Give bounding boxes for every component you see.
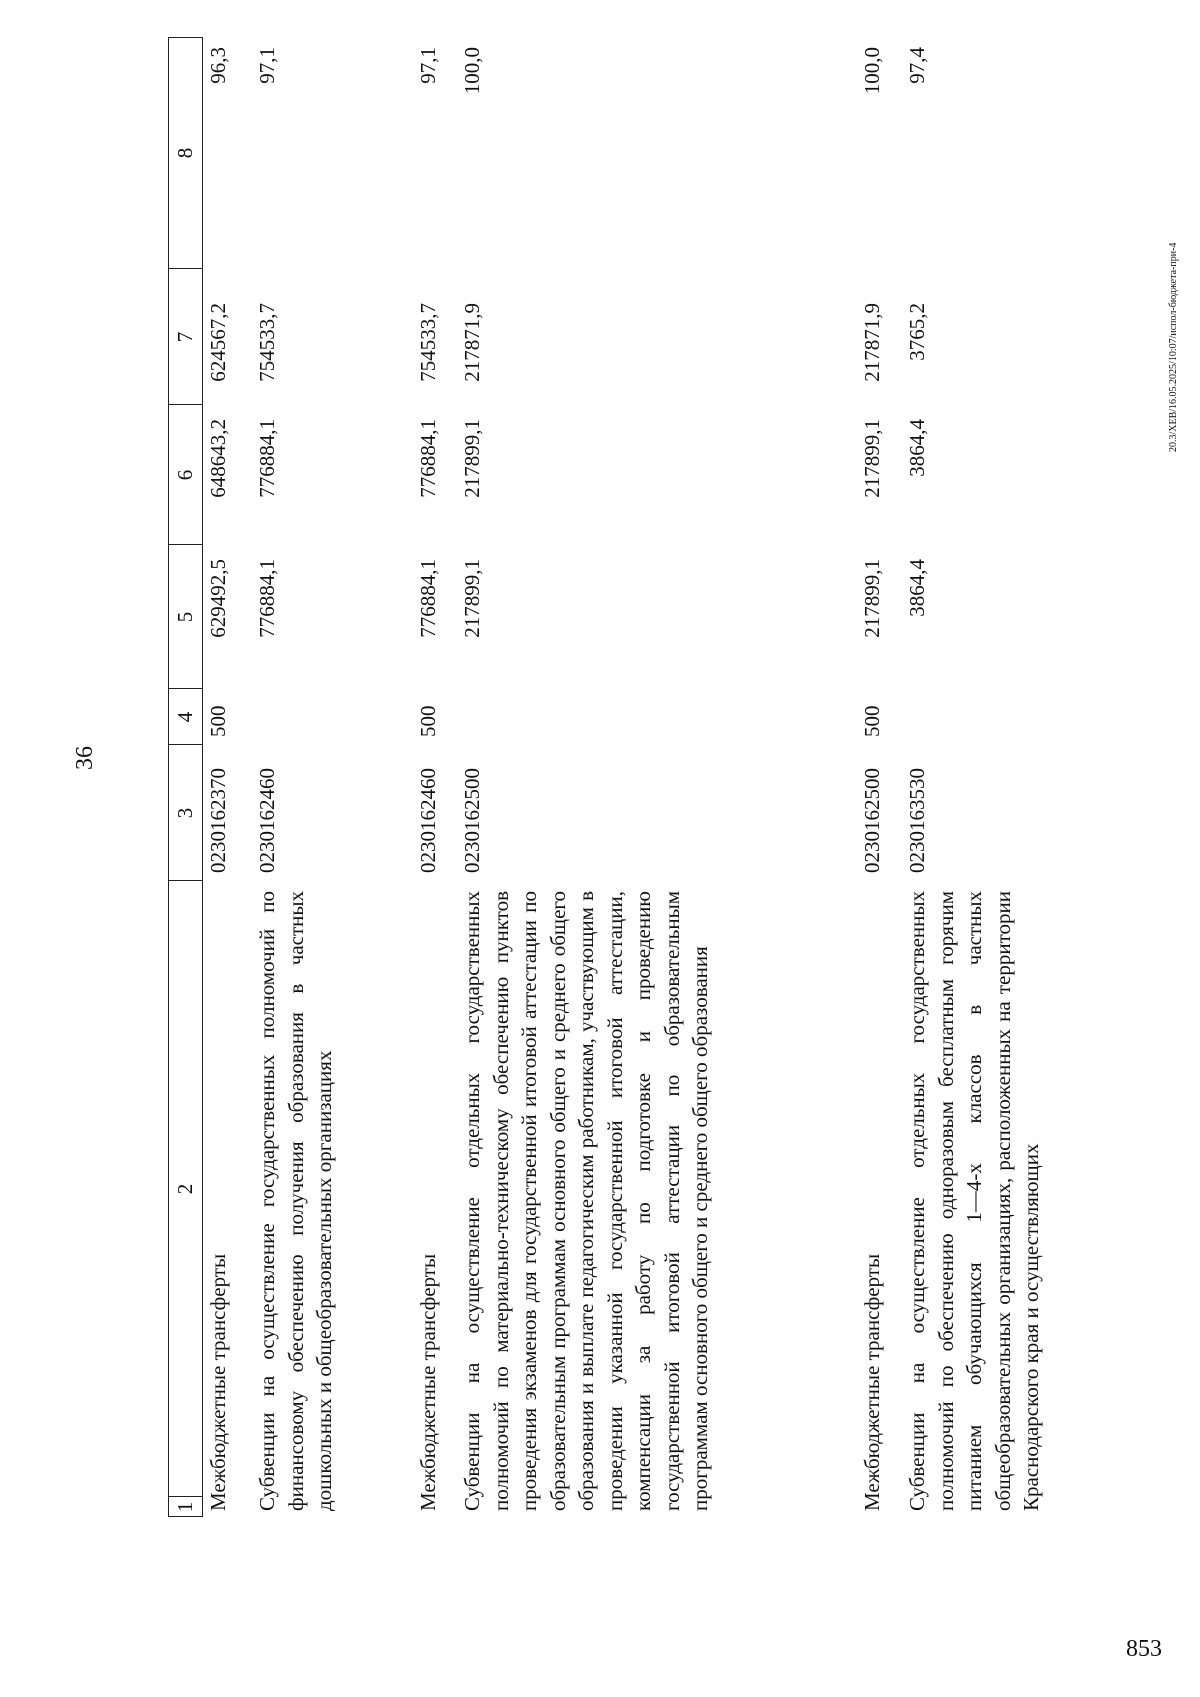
row-col-6: 648643,2 [206, 419, 230, 498]
row-col-5: 629492,5 [206, 559, 230, 638]
row-vr: 500 [860, 705, 884, 737]
header-col-4: 4 [173, 711, 197, 723]
header-row [168, 37, 203, 1517]
table-row [414, 37, 454, 1517]
table-row [903, 37, 1113, 1517]
row-col-7: 754533,7 [255, 303, 279, 382]
row-col-8: 100,0 [460, 47, 484, 95]
table-row [204, 37, 244, 1517]
row-col-7: 754533,7 [416, 303, 440, 382]
header-col-6: 6 [173, 469, 197, 481]
row-col-7: 217871,9 [460, 303, 484, 382]
row-code: 0230162500 [460, 768, 484, 873]
row-code: 0230162460 [416, 768, 440, 873]
row-col-5: 776884,1 [255, 559, 279, 638]
row-col-7: 217871,9 [860, 303, 884, 382]
row-col-5: 3864,4 [905, 559, 929, 617]
row-name: Межбюджетные трансферты [860, 1253, 884, 1511]
header-col-5: 5 [173, 611, 197, 623]
page-number-top: 36 [72, 746, 98, 770]
row-col-6: 776884,1 [416, 419, 440, 498]
row-col-6: 217899,1 [860, 419, 884, 498]
header-col-3: 3 [173, 807, 197, 819]
row-col-7: 3765,2 [905, 303, 929, 361]
row-col-5: 776884,1 [416, 559, 440, 638]
footer-code: 20.3/XEB/16.05.2025/10:07/испол-бюджета-при-4 [1168, 242, 1179, 452]
row-col-8: 96,3 [206, 47, 230, 84]
header-col-7: 7 [173, 331, 197, 343]
row-code: 0230162460 [255, 768, 279, 873]
row-code: 0230163530 [905, 768, 929, 873]
page-number-bottom: 853 [1126, 1636, 1162, 1662]
header-col-8: 8 [173, 147, 197, 159]
row-col-6: 217899,1 [460, 419, 484, 498]
row-col-8: 97,1 [255, 47, 279, 84]
table-row [458, 37, 858, 1517]
table-row [253, 37, 403, 1517]
row-col-8: 97,1 [416, 47, 440, 84]
header-col-2: 2 [173, 1183, 197, 1195]
row-col-5: 217899,1 [860, 559, 884, 638]
row-code: 0230162370 [206, 768, 230, 873]
row-code: 0230162500 [860, 768, 884, 873]
row-col-8: 100,0 [860, 47, 884, 95]
row-col-7: 624567,2 [206, 303, 230, 382]
row-col-5: 217899,1 [460, 559, 484, 638]
row-name: Субвенции на осуществление отдельных государственных полномочий по материально-техническому обеспечению пунктов проведения экзаменов для государственной итоговой аттестации по образовательным программам основного общего и среднего общего образования и выплате педагогическим работникам, участвующим в проведении указанной государственной итоговой аттестации, компенсации за работу по подготовке и проведению государственной итоговой аттестации по образовательным программам основного общего и среднего общего образования [460, 891, 712, 1511]
header-col-1: 1 [173, 1501, 197, 1513]
row-vr: 500 [416, 705, 440, 737]
row-name: Межбюджетные трансферты [206, 1253, 230, 1511]
row-col-6: 776884,1 [255, 419, 279, 498]
budget-table [168, 0, 1168, 1517]
table-row [858, 37, 898, 1517]
row-name: Субвенции на осуществление государственных полномочий по финансовому обеспечению получения образования в частных дошкольных и общеобразовательных организациях [255, 891, 336, 1511]
row-col-8: 97,4 [905, 47, 929, 84]
row-col-6: 3864,4 [905, 419, 929, 477]
row-name: Межбюджетные трансферты [416, 1253, 440, 1511]
row-vr: 500 [206, 705, 230, 737]
row-name: Субвенции на осуществление отдельных государственных полномочий по обеспечению одноразовым бесплатным горячим питанием обучающихся 1—4-х классов в частных общеобразовательных организациях, расположенных на территории Краснодарского края и осуществляющих [905, 891, 1043, 1511]
